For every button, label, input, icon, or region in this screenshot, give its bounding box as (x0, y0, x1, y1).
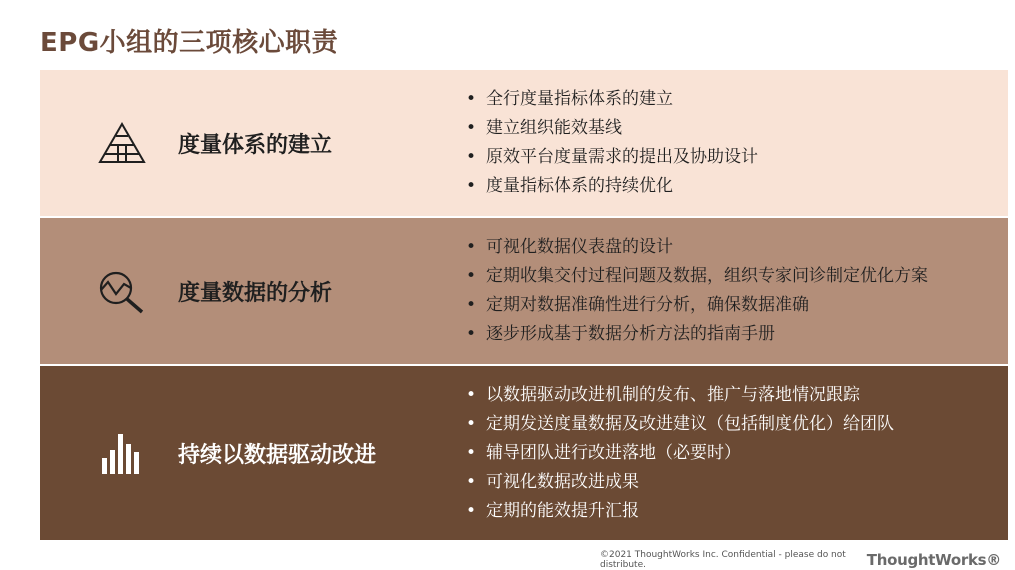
list-item: • 定期发送度量数据及改进建议（包括制度优化）给团队 (466, 413, 894, 434)
section-row (40, 70, 1008, 216)
section-row (40, 218, 1008, 364)
list-item: • 原效平台度量需求的提出及协助设计 (466, 147, 758, 167)
list-item: • 以数据驱动改进机制的发布、推广与落地情况跟踪 (466, 384, 860, 405)
list-item: • 度量指标体系的持续优化 (466, 176, 673, 196)
list-item: • 建立组织能效基线 (466, 118, 622, 138)
list-item: • 定期对数据准确性进行分析，确保数据准确 (466, 295, 809, 315)
page-title: EPG小组的三项核心职责 (40, 28, 339, 58)
bullet-list (460, 218, 1008, 364)
bullet-list (460, 366, 1008, 540)
list-item: • 定期收集交付过程问题及数据，组织专家问诊制定优化方案 (466, 266, 928, 286)
footer (600, 550, 1001, 570)
list-item: • 全行度量指标体系的建立 (466, 89, 673, 109)
section-header (40, 218, 460, 364)
bullet-list (460, 70, 1008, 216)
confidential-notice: ©2021 ThoughtWorks Inc. Confidential - please do not distribute. (600, 550, 846, 570)
section-header (40, 70, 460, 216)
chart-magnifier-icon (92, 267, 152, 315)
section-header (40, 366, 460, 540)
responsibility-table (40, 70, 1008, 540)
section-row (40, 366, 1008, 540)
section-heading: 度量数据的分析 (178, 280, 333, 306)
list-item: • 逐步形成基于数据分析方法的指南手册 (466, 324, 775, 344)
list-item: • 可视化数据仪表盘的设计 (466, 237, 673, 257)
bar-chart-icon (92, 429, 152, 477)
list-item: • 可视化数据改进成果 (466, 471, 639, 492)
brand-logo: ThoughtWorks® (866, 551, 1001, 569)
list-item: • 辅导团队进行改进落地（必要时） (466, 442, 741, 463)
list-item: • 定期的能效提升汇报 (466, 500, 639, 521)
section-heading: 度量体系的建立 (178, 132, 333, 158)
section-heading: 持续以数据驱动改进 (178, 442, 377, 468)
pyramid-icon (92, 119, 152, 167)
